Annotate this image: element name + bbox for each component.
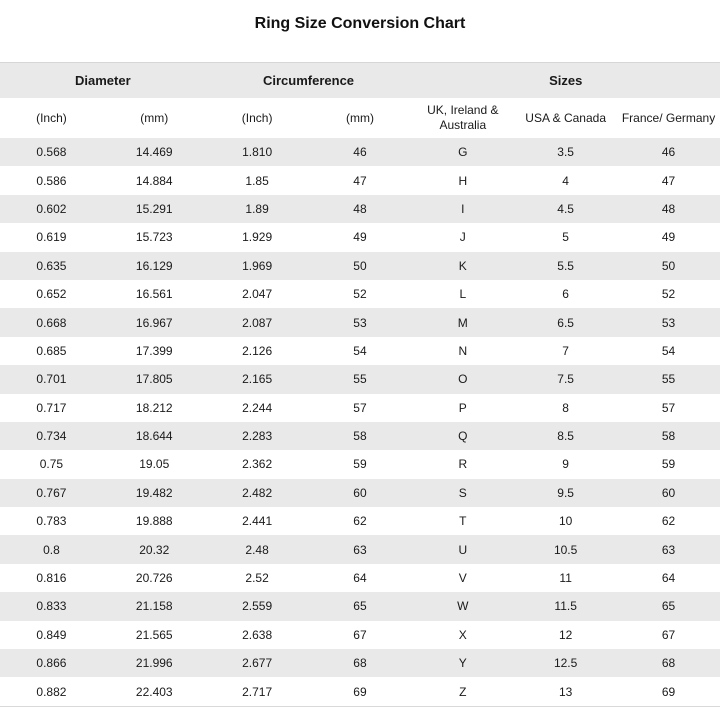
column-header-usa-canada: USA & Canada bbox=[514, 98, 617, 138]
table-cell: 2.677 bbox=[242, 656, 273, 671]
table-cell: 3.5 bbox=[557, 145, 574, 160]
table-cell: 2.126 bbox=[242, 343, 273, 358]
table-cell: 58 bbox=[353, 429, 367, 444]
table-cell: 48 bbox=[353, 201, 367, 216]
table-cell: L bbox=[459, 287, 467, 302]
table-cell: 55 bbox=[353, 372, 367, 387]
table-cell: 19.05 bbox=[139, 457, 170, 472]
column-group-circumference: Circumference bbox=[206, 63, 412, 99]
table-cell: 67 bbox=[661, 627, 676, 642]
table-cell: 59 bbox=[661, 457, 676, 472]
table-cell: U bbox=[458, 542, 468, 557]
table-cell: 69 bbox=[661, 684, 676, 699]
table-cell: 18.212 bbox=[135, 400, 173, 415]
table-cell: T bbox=[459, 514, 467, 529]
table-cell: 13 bbox=[558, 684, 573, 699]
table-cell: 19.888 bbox=[135, 514, 173, 529]
column-header-circumference-inch: (Inch) bbox=[206, 98, 309, 138]
page-title: Ring Size Conversion Chart bbox=[254, 15, 466, 32]
table-cell: 0.701 bbox=[36, 372, 67, 387]
table-cell: 0.652 bbox=[36, 287, 67, 302]
table-cell: 2.441 bbox=[242, 514, 273, 529]
table-row bbox=[0, 564, 720, 592]
table-row bbox=[0, 252, 720, 280]
table-cell: J bbox=[459, 230, 466, 245]
table-cell: 21.158 bbox=[135, 599, 173, 614]
table-cell: 0.602 bbox=[36, 201, 67, 216]
table-row bbox=[0, 677, 720, 706]
table-cell: 17.805 bbox=[135, 372, 173, 387]
table-cell: 0.635 bbox=[36, 258, 67, 273]
table-row bbox=[0, 621, 720, 649]
table-cell: 65 bbox=[661, 599, 676, 614]
table-cell: 53 bbox=[661, 315, 676, 330]
table-cell: 47 bbox=[353, 173, 367, 188]
column-header-diameter-mm: (mm) bbox=[103, 98, 206, 138]
table-cell: 0.849 bbox=[36, 627, 67, 642]
table-cell: 10.5 bbox=[553, 542, 578, 557]
table-cell: 4.5 bbox=[557, 201, 574, 216]
table-cell: 0.783 bbox=[36, 514, 67, 529]
table-cell: 54 bbox=[353, 343, 367, 358]
table-cell: Z bbox=[459, 684, 467, 699]
table-cell: 2.283 bbox=[242, 429, 273, 444]
table-cell: 15.291 bbox=[135, 201, 173, 216]
table-cell: 57 bbox=[661, 400, 676, 415]
table-cell: 21.565 bbox=[135, 627, 173, 642]
table-cell: 0.685 bbox=[36, 343, 67, 358]
table-cell: 50 bbox=[661, 258, 676, 273]
table-cell: 7.5 bbox=[557, 372, 574, 387]
table-cell: 2.717 bbox=[242, 684, 273, 699]
column-group-header-row bbox=[0, 63, 720, 99]
table-cell: 22.403 bbox=[135, 684, 173, 699]
table-cell: 0.586 bbox=[36, 173, 67, 188]
table-cell: 64 bbox=[661, 571, 676, 586]
table-row bbox=[0, 450, 720, 478]
table-cell: 0.734 bbox=[36, 429, 67, 444]
table-cell: 63 bbox=[353, 542, 367, 557]
table-cell: 20.32 bbox=[139, 542, 170, 557]
table-cell: 14.469 bbox=[135, 145, 173, 160]
table-row bbox=[0, 337, 720, 365]
table-row bbox=[0, 592, 720, 620]
table-cell: 52 bbox=[353, 287, 367, 302]
table-row bbox=[0, 308, 720, 336]
table-cell: 11.5 bbox=[554, 599, 577, 614]
table-cell: 11 bbox=[559, 571, 572, 586]
ring-size-conversion-table bbox=[0, 62, 720, 707]
table-cell: 1.89 bbox=[245, 201, 269, 216]
table-cell: 53 bbox=[353, 315, 367, 330]
table-cell: 47 bbox=[661, 173, 676, 188]
column-header-row bbox=[0, 98, 720, 138]
table-cell: 18.644 bbox=[135, 429, 173, 444]
table-cell: 1.85 bbox=[245, 173, 269, 188]
table-cell: W bbox=[457, 599, 469, 614]
table-cell: N bbox=[458, 343, 468, 358]
table-cell: 10 bbox=[558, 514, 573, 529]
table-cell: 2.165 bbox=[242, 372, 273, 387]
table-cell: 46 bbox=[353, 145, 367, 160]
table-cell: 2.52 bbox=[245, 571, 269, 586]
table-cell: 50 bbox=[353, 258, 367, 273]
table-cell: 2.087 bbox=[242, 315, 273, 330]
table-cell: 0.866 bbox=[36, 656, 67, 671]
table-cell: 5.5 bbox=[557, 258, 574, 273]
table-cell: 64 bbox=[353, 571, 367, 586]
table-cell: 52 bbox=[661, 287, 676, 302]
table-row bbox=[0, 422, 720, 450]
table-cell: 0.882 bbox=[36, 684, 67, 699]
table-cell: 0.717 bbox=[36, 400, 67, 415]
table-cell: 21.996 bbox=[135, 656, 173, 671]
table-cell: R bbox=[458, 457, 468, 472]
table-cell: 2.047 bbox=[242, 287, 273, 302]
table-cell: K bbox=[458, 258, 467, 273]
table-cell: 54 bbox=[661, 343, 676, 358]
column-header-diameter-inch: (Inch) bbox=[0, 98, 103, 138]
table-cell: 57 bbox=[353, 400, 367, 415]
table-row bbox=[0, 507, 720, 535]
table-cell: 7 bbox=[562, 343, 569, 358]
table-cell: 0.619 bbox=[36, 230, 67, 245]
table-cell: 49 bbox=[353, 230, 367, 245]
table-cell: 0.568 bbox=[36, 145, 67, 160]
table-cell: 2.559 bbox=[242, 599, 273, 614]
table-cell: 2.482 bbox=[242, 485, 273, 500]
column-header-circumference-mm: (mm) bbox=[309, 98, 412, 138]
table-cell: 65 bbox=[353, 599, 367, 614]
table-cell: 55 bbox=[661, 372, 676, 387]
table-cell: 2.48 bbox=[245, 542, 269, 557]
table-cell: 16.967 bbox=[135, 315, 173, 330]
table-row bbox=[0, 195, 720, 223]
table-cell: P bbox=[458, 400, 467, 415]
table-row bbox=[0, 138, 720, 166]
table-cell: 0.816 bbox=[36, 571, 67, 586]
table-cell: I bbox=[461, 201, 465, 216]
table-row bbox=[0, 535, 720, 563]
table-cell: 2.638 bbox=[242, 627, 273, 642]
table-cell: 69 bbox=[353, 684, 367, 699]
column-group-sizes: Sizes bbox=[411, 63, 720, 99]
table-cell: 60 bbox=[353, 485, 367, 500]
table-cell: 62 bbox=[661, 514, 676, 529]
table-cell: H bbox=[458, 173, 468, 188]
column-group-diameter: Diameter bbox=[0, 63, 206, 99]
table-header bbox=[0, 63, 720, 139]
table-cell: 1.969 bbox=[242, 258, 273, 273]
table-cell: 17.399 bbox=[135, 343, 173, 358]
table-cell: 62 bbox=[353, 514, 367, 529]
table-row bbox=[0, 649, 720, 677]
column-header-france-germany: France/ Germany bbox=[617, 98, 720, 138]
table-cell: 4 bbox=[562, 173, 569, 188]
table-cell: X bbox=[458, 627, 467, 642]
table-cell: 59 bbox=[353, 457, 367, 472]
table-cell: 8.5 bbox=[557, 429, 574, 444]
table-cell: 0.833 bbox=[36, 599, 67, 614]
table-cell: G bbox=[458, 145, 468, 160]
table-cell: Y bbox=[458, 656, 467, 671]
table-cell: 6 bbox=[562, 287, 569, 302]
table-cell: 16.129 bbox=[135, 258, 173, 273]
table-cell: 12 bbox=[558, 627, 573, 642]
column-header-uk-ireland-australia: UK, Ireland & Australia bbox=[411, 98, 514, 138]
table-cell: 68 bbox=[661, 656, 676, 671]
table-row bbox=[0, 365, 720, 393]
table-cell: 46 bbox=[661, 145, 676, 160]
table-cell: 58 bbox=[661, 429, 676, 444]
table-cell: V bbox=[458, 571, 467, 586]
table-row bbox=[0, 280, 720, 308]
table-cell: 16.561 bbox=[135, 287, 173, 302]
table-cell: 1.929 bbox=[242, 230, 273, 245]
table-cell: 0.668 bbox=[36, 315, 67, 330]
table-row bbox=[0, 223, 720, 251]
table-row bbox=[0, 166, 720, 194]
table-cell: 0.8 bbox=[43, 542, 60, 557]
table-body bbox=[0, 138, 720, 706]
table-cell: 48 bbox=[661, 201, 676, 216]
table-cell: Q bbox=[458, 429, 468, 444]
table-cell: 49 bbox=[661, 230, 676, 245]
table-cell: 60 bbox=[661, 485, 676, 500]
table-cell: 0.75 bbox=[39, 457, 64, 472]
table-cell: 19.482 bbox=[135, 485, 173, 500]
table-cell: O bbox=[458, 372, 468, 387]
table-cell: 5 bbox=[562, 230, 569, 245]
table-cell: 1.810 bbox=[242, 145, 273, 160]
table-row bbox=[0, 479, 720, 507]
table-cell: M bbox=[457, 315, 468, 330]
table-cell: 63 bbox=[661, 542, 676, 557]
table-cell: 0.767 bbox=[36, 485, 67, 500]
table-cell: 9.5 bbox=[557, 485, 574, 500]
table-cell: 68 bbox=[353, 656, 367, 671]
table-cell: 20.726 bbox=[135, 571, 173, 586]
table-cell: 9 bbox=[562, 457, 569, 472]
table-cell: 12.5 bbox=[553, 656, 578, 671]
table-cell: 67 bbox=[353, 627, 367, 642]
table-cell: 14.884 bbox=[135, 173, 173, 188]
table-cell: 8 bbox=[562, 400, 569, 415]
table-cell: 15.723 bbox=[135, 230, 173, 245]
table-row bbox=[0, 394, 720, 422]
table-cell: 6.5 bbox=[557, 315, 574, 330]
table-cell: 2.244 bbox=[242, 400, 273, 415]
table-cell: S bbox=[458, 485, 467, 500]
table-cell: 2.362 bbox=[242, 457, 273, 472]
